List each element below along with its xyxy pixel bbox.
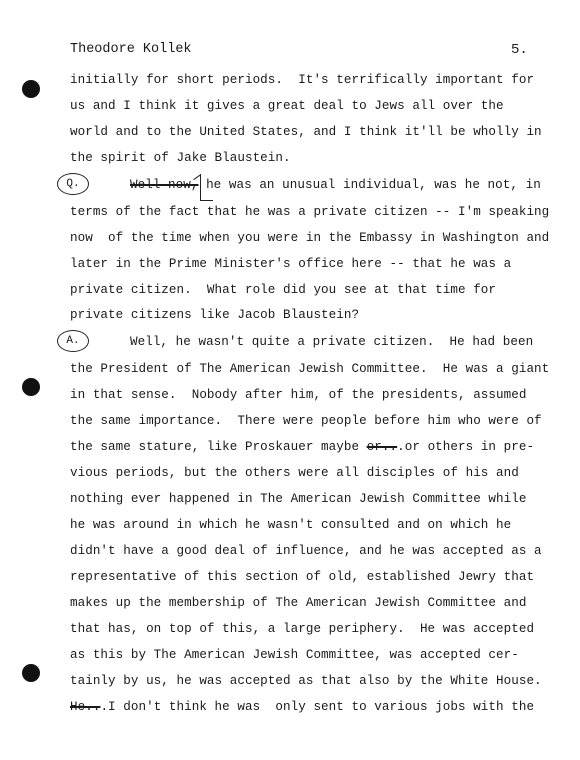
text-line: that has, on top of this, a large periphery. He was accepted <box>70 622 535 636</box>
line-text: .or others in pre- <box>397 440 535 454</box>
text-line: us and I think it gives a great deal to Jews all over the <box>70 99 504 113</box>
text-line: the President of The American Jewish Committee. He was a giant <box>70 362 550 376</box>
binder-hole <box>22 80 40 98</box>
text-line: private citizens like Jacob Blaustein? <box>70 308 360 322</box>
text-line: makes up the membership of The American Jewish Committee and <box>70 596 527 610</box>
struck-text: Well now, <box>130 178 199 192</box>
text-line: he was around in which he wasn't consulted and on which he <box>70 518 512 532</box>
text-line <box>70 699 534 715</box>
text-line: later in the Prime Minister's office here -- that he was a <box>70 257 512 271</box>
text-line: the spirit of Jake Blaustein. <box>70 151 291 165</box>
speaker-name: Theodore Kollek <box>70 42 192 57</box>
page-number: 5. <box>511 42 528 58</box>
text-line: terms of the fact that he was a private citizen -- I'm speaking <box>70 205 550 219</box>
text-line: the same importance. There were people before him who were of <box>70 414 542 428</box>
binder-hole <box>22 664 40 682</box>
struck-text: He.. <box>70 700 101 714</box>
text-line <box>130 177 541 193</box>
text-line: private citizen. What role did you see at that time for <box>70 283 497 297</box>
text-line: didn't have a good deal of influence, and he was accepted as a <box>70 544 542 558</box>
text-line: in that sense. Nobody after him, of the presidents, assumed <box>70 388 527 402</box>
text-line: nothing ever happened in The American Jewish Committee while <box>70 492 527 506</box>
text-line: Well, he wasn't quite a private citizen. He had been <box>130 335 534 349</box>
answer-marker: A. <box>57 330 89 352</box>
line-text: .I don't think he was only sent to various jobs with the <box>100 700 535 714</box>
binder-hole <box>22 378 40 396</box>
text-line: tainly by us, he was accepted as that also by the White House. <box>70 674 542 688</box>
text-line <box>70 439 534 455</box>
question-marker: Q. <box>57 173 89 195</box>
text-line: world and to the United States, and I think it'll be wholly in <box>70 125 542 139</box>
line-text: he was an unusual individual, was he not, in <box>198 178 541 192</box>
text-line: as this by The American Jewish Committee, was accepted cer- <box>70 648 519 662</box>
text-line: initially for short periods. It's terrifically important for <box>70 73 535 87</box>
text-line: vious periods, but the others were all disciples of his and <box>70 466 519 480</box>
text-line: representative of this section of old, established Jewry that <box>70 570 535 584</box>
line-text: the same stature, like Proskauer maybe <box>70 440 367 454</box>
struck-text: or.. <box>366 440 398 454</box>
text-line: now of the time when you were in the Embassy in Washington and <box>70 231 550 245</box>
